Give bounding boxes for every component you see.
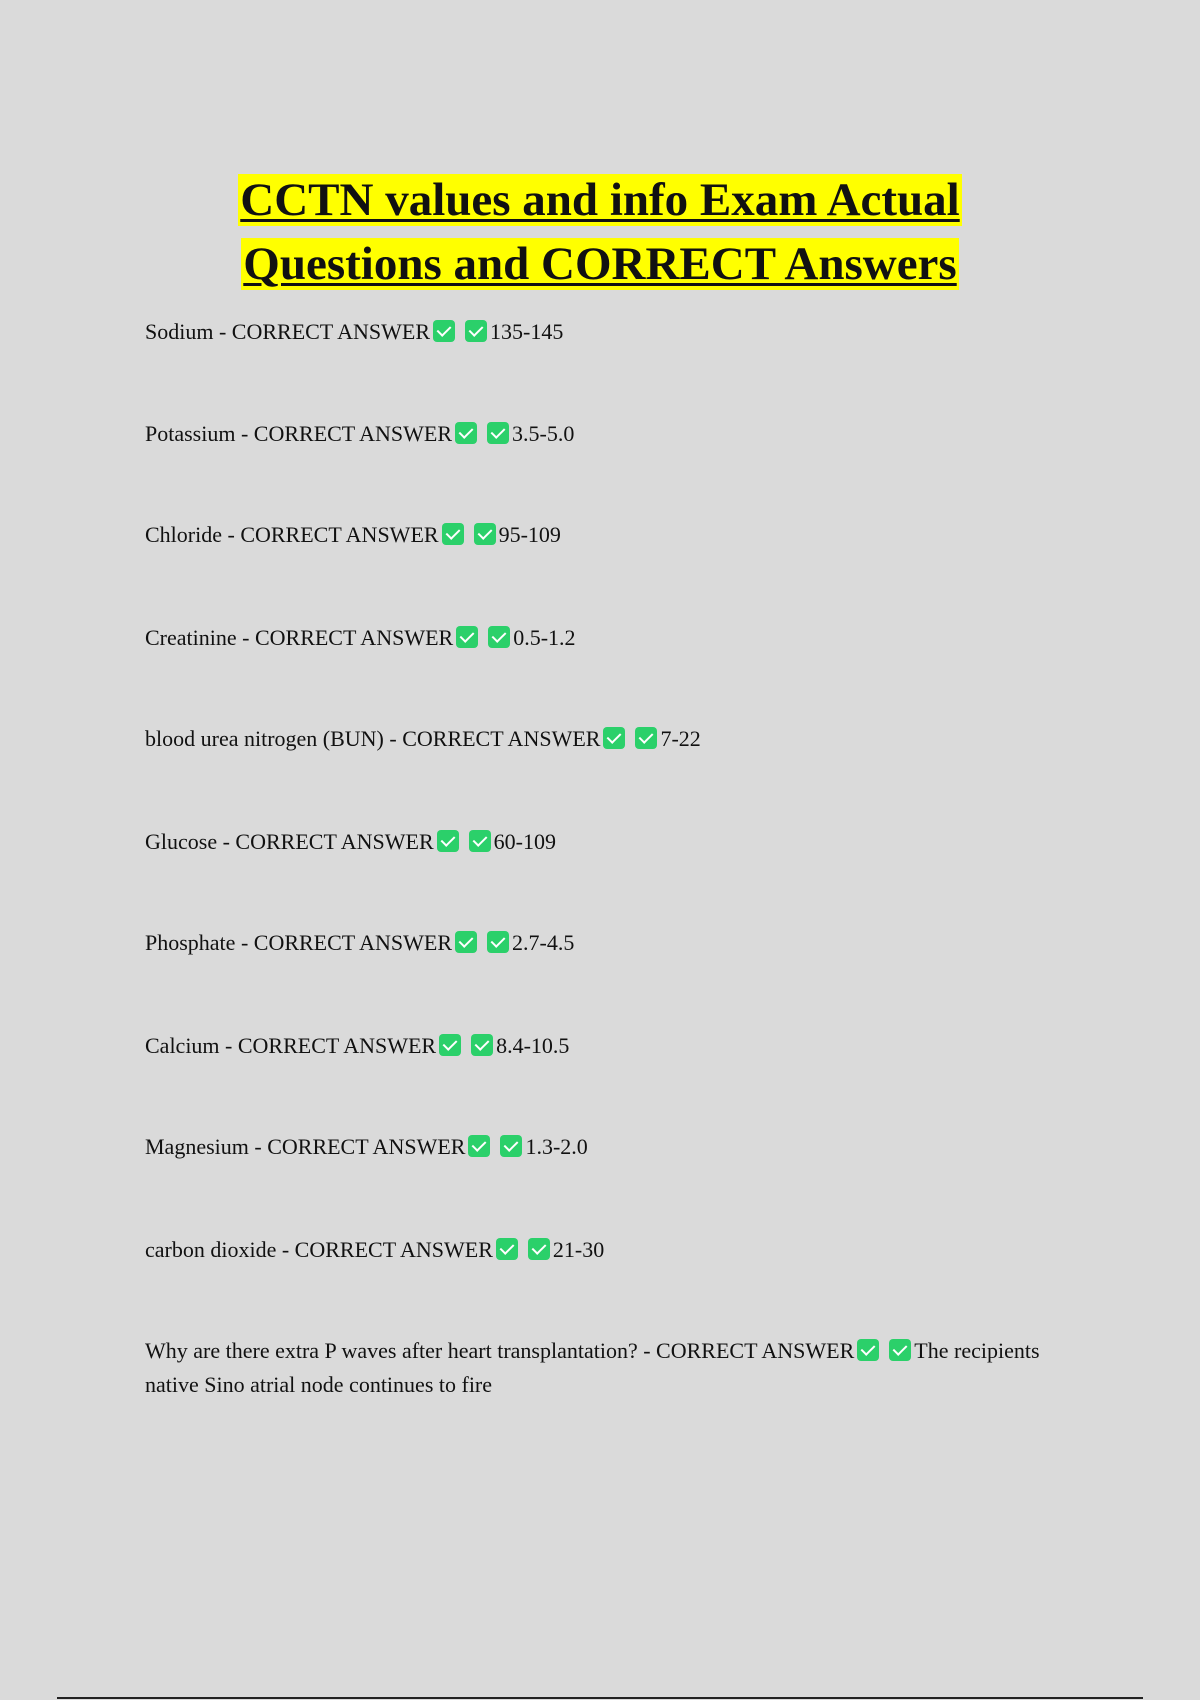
qa-item-creatinine [145, 621, 1045, 655]
qa-answer: 2.7-4.5 [512, 930, 575, 955]
title-line-1: CCTN values and info Exam Actual [240, 174, 960, 226]
qa-answer: 3.5-5.0 [512, 421, 575, 446]
check-mark-icon [455, 422, 477, 444]
check-mark-icon [857, 1339, 879, 1361]
qa-answer: 7-22 [660, 726, 701, 751]
qa-question: Potassium - CORRECT ANSWER [145, 421, 453, 446]
check-mark-icon [471, 1034, 493, 1056]
check-mark-icon [528, 1238, 550, 1260]
document-title [0, 168, 1200, 296]
qa-question: Glucose - CORRECT ANSWER [145, 829, 434, 854]
qa-answer: The recipients native Sino atrial node continues to fire [145, 1338, 1040, 1397]
qa-answer: 135-145 [490, 319, 564, 344]
title-line-2: Questions and CORRECT Answers [243, 238, 957, 290]
qa-answer: 1.3-2.0 [525, 1134, 588, 1159]
qa-question: Chloride - CORRECT ANSWER [145, 522, 439, 547]
qa-item-bun [145, 722, 1045, 756]
check-mark-icon [487, 931, 509, 953]
qa-item-magnesium [145, 1130, 1045, 1164]
qa-item-carbon-dioxide [145, 1233, 1045, 1267]
check-mark-icon [496, 1238, 518, 1260]
check-mark-icon [456, 626, 478, 648]
qa-answer: 95-109 [498, 522, 561, 547]
qa-answer: 8.4-10.5 [496, 1033, 570, 1058]
check-mark-icon [603, 727, 625, 749]
check-mark-icon [465, 320, 487, 342]
qa-answer: 21-30 [552, 1237, 605, 1262]
check-mark-icon [437, 830, 459, 852]
qa-question: Phosphate - CORRECT ANSWER [145, 930, 453, 955]
check-mark-icon [487, 422, 509, 444]
check-mark-icon [889, 1339, 911, 1361]
qa-question: Creatinine - CORRECT ANSWER [145, 625, 454, 650]
qa-question: Magnesium - CORRECT ANSWER [145, 1134, 466, 1159]
check-mark-icon [468, 1135, 490, 1157]
qa-question: carbon dioxide - CORRECT ANSWER [145, 1237, 493, 1262]
check-mark-icon [442, 523, 464, 545]
qa-question: Sodium - CORRECT ANSWER [145, 319, 431, 344]
footer-divider [57, 1697, 1143, 1699]
qa-question: Calcium - CORRECT ANSWER [145, 1033, 437, 1058]
check-mark-icon [474, 523, 496, 545]
qa-answer: 0.5-1.2 [513, 625, 576, 650]
qa-item-p-waves [145, 1334, 1045, 1402]
qa-question: blood urea nitrogen (BUN) - CORRECT ANSWER [145, 726, 601, 751]
qa-item-phosphate [145, 926, 1045, 960]
qa-answer: 60-109 [493, 829, 556, 854]
check-mark-icon [469, 830, 491, 852]
qa-item-potassium [145, 417, 1045, 451]
check-mark-icon [433, 320, 455, 342]
check-mark-icon [635, 727, 657, 749]
check-mark-icon [488, 626, 510, 648]
qa-item-glucose [145, 825, 1045, 859]
qa-item-sodium [145, 315, 1045, 349]
qa-item-chloride [145, 518, 1045, 552]
check-mark-icon [439, 1034, 461, 1056]
qa-question: Why are there extra P waves after heart transplantation? - CORRECT ANSWER [145, 1338, 855, 1363]
qa-item-calcium [145, 1029, 1045, 1063]
check-mark-icon [500, 1135, 522, 1157]
check-mark-icon [455, 931, 477, 953]
